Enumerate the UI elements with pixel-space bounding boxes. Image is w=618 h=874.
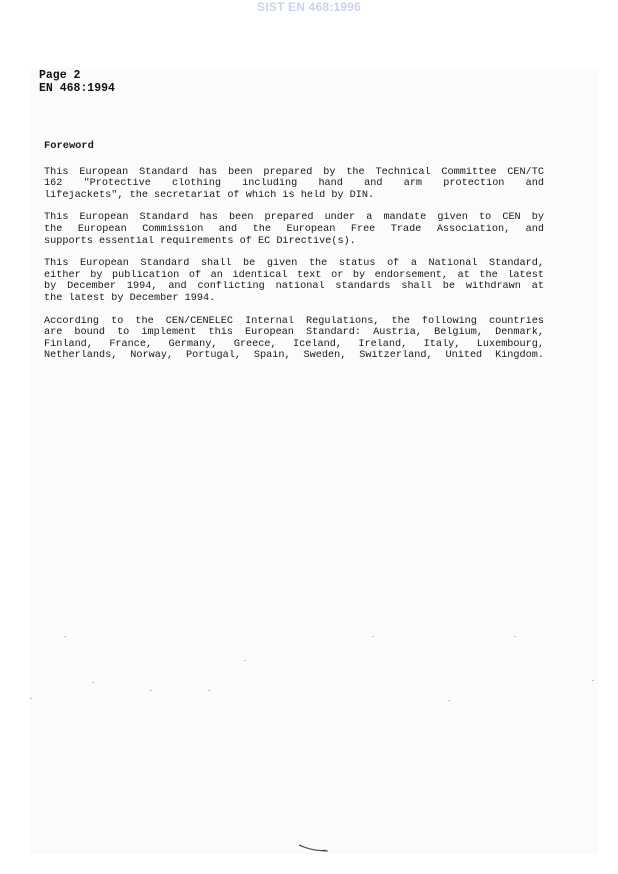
- text-line: According to the CEN/CENELEC Internal Regulations, the following countries: [44, 315, 544, 327]
- foreword-section: [44, 141, 544, 373]
- scan-speck: [208, 690, 210, 691]
- text-line: the latest by December 1994.: [44, 292, 216, 304]
- text-line: lifejackets", the secretariat of which is held by DIN.: [44, 189, 375, 201]
- watermark: SIST EN 468:1996: [257, 0, 361, 14]
- text-line: Finland, France, Germany, Greece, Iceland, Ireland, Italy, Luxembourg,: [44, 338, 544, 350]
- text-line: the European Commission and the European Free Trade Association, and: [44, 223, 544, 235]
- text-line: This European Standard has been prepared under a mandate given to CEN by: [44, 212, 544, 224]
- scan-speck: [244, 660, 246, 661]
- scan-speck: [514, 636, 516, 637]
- scan-speck: [592, 680, 594, 681]
- text-line: either by publication of an identical text or by endorsement, at the latest: [44, 269, 544, 281]
- paragraph-2: [44, 212, 544, 247]
- scan-speck: [64, 636, 66, 637]
- scan-speck: [448, 700, 450, 701]
- text-line: 162 "Protective clothing including hand and arm protection and: [44, 178, 544, 190]
- foreword-heading: Foreword: [44, 140, 94, 152]
- paragraph-3: [44, 258, 544, 304]
- scan-speck: [372, 636, 374, 637]
- pen-mark: [298, 842, 330, 854]
- scan-speck: [150, 690, 152, 691]
- text-line: by December 1994, and conflicting national standards shall be withdrawn at: [44, 281, 544, 293]
- text-line: supports essential requirements of EC Directive(s).: [44, 235, 356, 247]
- scan-speck: [92, 682, 94, 683]
- text-line: are bound to implement this European Standard: Austria, Belgium, Denmark,: [44, 327, 544, 339]
- paragraph-4: [44, 316, 544, 362]
- text-line: This European Standard shall be given the status of a National Standard,: [44, 258, 544, 270]
- standard-id: EN 468:1994: [39, 82, 115, 95]
- text-line: This European Standard has been prepared by the Technical Committee CEN/TC: [44, 166, 544, 178]
- scan-speck: [30, 698, 32, 699]
- text-line: Netherlands, Norway, Portugal, Spain, Sweden, Switzerland, United Kingdom.: [44, 350, 544, 362]
- paragraph-1: [44, 167, 544, 202]
- page-number: Page 2: [39, 69, 81, 82]
- page-header: [39, 69, 115, 95]
